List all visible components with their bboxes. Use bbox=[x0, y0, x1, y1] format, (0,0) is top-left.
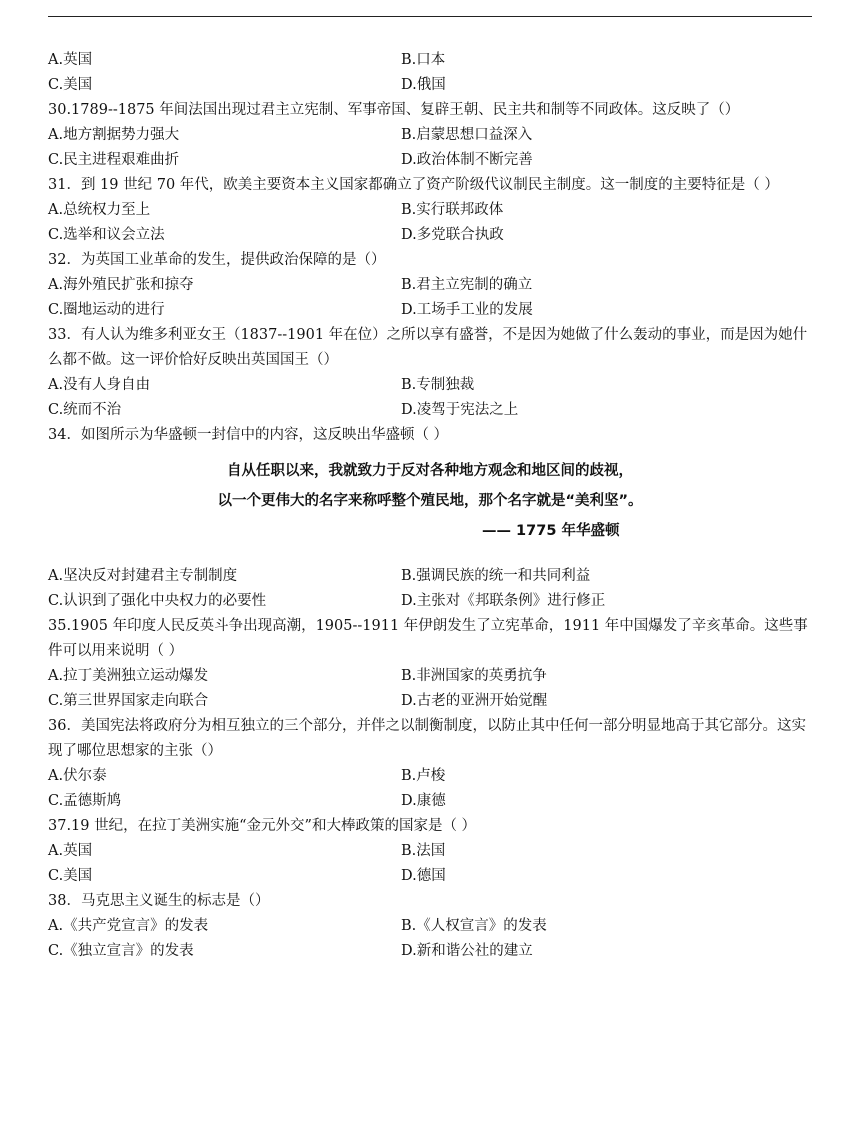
q35-option-d: D.古老的亚洲开始觉醒 bbox=[401, 693, 548, 709]
quote-attribution: —— 1775 年华盛顿 bbox=[482, 523, 620, 539]
q35-option-a: A.拉丁美洲独立运动爆发 bbox=[48, 668, 209, 684]
q34-option-a: A.坚决反对封建君主专制制度 bbox=[48, 568, 238, 584]
q29-option-a: A.英国 bbox=[48, 52, 93, 68]
q32-text: 32．为英国工业革命的发生，提供政治保障的是（） bbox=[48, 252, 386, 268]
q29-options bbox=[48, 48, 812, 98]
q38-text: 38．马克思主义诞生的标志是（） bbox=[48, 893, 270, 909]
q38-option-c: C.《独立宣言》的发表 bbox=[48, 943, 194, 959]
q34-option-d: D.主张对《邦联条例》进行修正 bbox=[401, 593, 606, 609]
q33-option-c: C.统而不治 bbox=[48, 402, 122, 418]
q31-option-b: B.实行联邦政体 bbox=[401, 202, 504, 218]
q32-options bbox=[48, 273, 812, 323]
q36-option-b: B.卢梭 bbox=[401, 768, 446, 784]
q37-option-c: C.美国 bbox=[48, 868, 93, 884]
q37-option-a: A.英国 bbox=[48, 843, 93, 859]
q38-option-a: A.《共产党宣言》的发表 bbox=[48, 918, 209, 934]
q36-options bbox=[48, 764, 812, 814]
q31-option-a: A.总统权力至上 bbox=[48, 202, 151, 218]
q38-option-b: B.《人权宣言》的发表 bbox=[401, 918, 547, 934]
q29-option-b: B.口本 bbox=[401, 52, 446, 68]
q30-option-c: C.民主进程艰难曲折 bbox=[48, 152, 180, 168]
q30-option-d: D.政治体制不断完善 bbox=[401, 152, 533, 168]
q31-text: 31．到 19 世纪 70 年代，欧美主要资本主义国家都确立了资产阶级代议制民主制度。这一制度的主要特征是（ ） bbox=[48, 177, 779, 193]
q30-option-a: A.地方割据势力强大 bbox=[48, 127, 180, 143]
header-rule bbox=[48, 16, 812, 17]
spacer bbox=[48, 546, 812, 564]
q37-options bbox=[48, 839, 812, 889]
q32-option-c: C.圈地运动的进行 bbox=[48, 302, 165, 318]
q37-text: 37.19 世纪，在拉丁美洲实施“金元外交”和大棒政策的国家是（ ） bbox=[48, 818, 477, 834]
q29-option-c: C.美国 bbox=[48, 77, 93, 93]
q33-option-a: A.没有人身自由 bbox=[48, 377, 151, 393]
q34-text: 34．如图所示为华盛顿一封信中的内容，这反映出华盛顿（ ） bbox=[48, 427, 449, 443]
q38-option-d: D.新和谐公社的建立 bbox=[401, 943, 533, 959]
q30-options bbox=[48, 123, 812, 173]
quote-line-2: 以一个更伟大的名字来称呼整个殖民地，那个名字就是“美利坚”。 bbox=[217, 493, 643, 509]
q37-option-d: D.德国 bbox=[401, 868, 446, 884]
q35-option-c: C.第三世界国家走向联合 bbox=[48, 693, 209, 709]
washington-letter-quote bbox=[48, 456, 812, 546]
q34-option-b: B.强调民族的统一和共同利益 bbox=[401, 568, 591, 584]
q32-option-d: D.工场手工业的发展 bbox=[401, 302, 533, 318]
q32-option-a: A.海外殖民扩张和掠夺 bbox=[48, 277, 194, 293]
q33-option-b: B.专制独裁 bbox=[401, 377, 475, 393]
q29-option-d: D.俄国 bbox=[401, 77, 446, 93]
q31-options bbox=[48, 198, 812, 248]
q35-option-b: B.非洲国家的英勇抗争 bbox=[401, 668, 547, 684]
q33-options bbox=[48, 373, 812, 423]
q31-option-d: D.多党联合执政 bbox=[401, 227, 504, 243]
q36-option-d: D.康德 bbox=[401, 793, 446, 809]
q30-text: 30.1789--1875 年间法国出现过君主立宪制、军事帝国、复辟王朝、民主共和制等不同政体。这反映了（） bbox=[48, 102, 740, 118]
q32-option-b: B.君主立宪制的确立 bbox=[401, 277, 533, 293]
q33-text: 33．有人认为维多利亚女王（1837--1901 年在位）之所以享有盛誉，不是因为她做了什么轰动的事业，而是因为她什么都不做。这一评价恰好反映出英国国王（） bbox=[48, 327, 808, 368]
q38-options bbox=[48, 914, 812, 964]
q34-option-c: C.认识到了强化中央权力的必要性 bbox=[48, 593, 267, 609]
quote-line-1: 自从任职以来，我就致力于反对各种地方观念和地区间的歧视， bbox=[227, 463, 633, 479]
q36-text: 36．美国宪法将政府分为相互独立的三个部分，并伴之以制衡制度，以防止其中任何一部分明显地高于其它部分。这实现了哪位思想家的主张（） bbox=[48, 718, 806, 759]
q34-options bbox=[48, 564, 812, 614]
q35-text: 35.1905 年印度人民反英斗争出现高潮，1905--1911 年伊朗发生了立宪革命，1911 年中国爆发了辛亥革命。这些事件可以用来说明（ ） bbox=[48, 618, 808, 659]
q35-options bbox=[48, 664, 812, 714]
q33-option-d: D.凌驾于宪法之上 bbox=[401, 402, 519, 418]
exam-page bbox=[48, 48, 812, 964]
q31-option-c: C.选举和议会立法 bbox=[48, 227, 165, 243]
q37-option-b: B.法国 bbox=[401, 843, 446, 859]
q36-option-c: C.孟德斯鸠 bbox=[48, 793, 122, 809]
q36-option-a: A.伏尔泰 bbox=[48, 768, 107, 784]
q30-option-b: B.启蒙思想口益深入 bbox=[401, 127, 533, 143]
